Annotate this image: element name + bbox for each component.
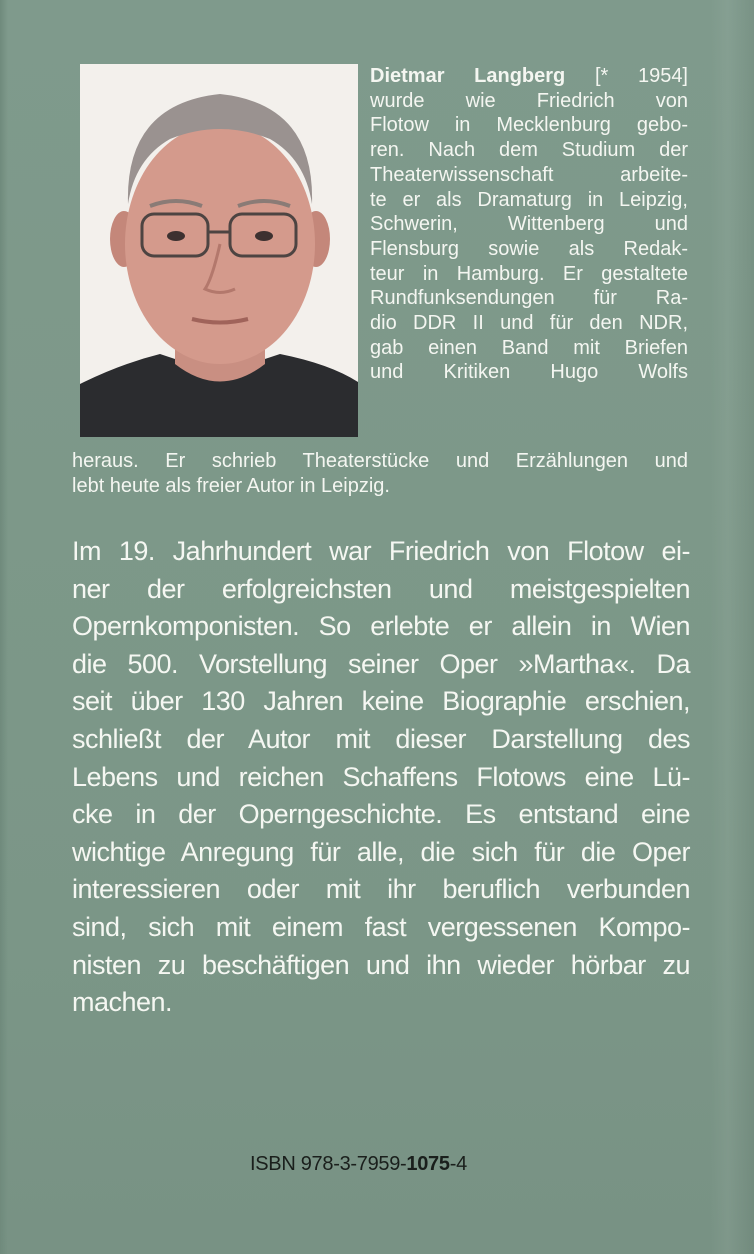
spine-edge — [0, 0, 8, 1254]
author-name: Dietmar Langberg — [370, 65, 566, 87]
blurb-line: Opernkomponisten. So erlebte er allein in Wien — [72, 611, 690, 642]
author-bio-continued — [72, 449, 688, 498]
bio-line: dio DDR II und für den NDR, — [370, 312, 688, 335]
blurb-line: sind, sich mit einem fast vergessenen Kompo- — [72, 911, 690, 942]
bio-first-line — [370, 64, 688, 89]
blurb-line: wichtige Anregung für alle, die sich für die Oper — [72, 836, 690, 867]
blurb-line: Lebens und reichen Schaffens Flotows eine Lü- — [72, 761, 690, 792]
blurb-line: machen. — [72, 987, 173, 1018]
blurb-line: die 500. Vorstellung seiner Oper »Martha«. Da — [72, 648, 690, 679]
bio-line: wurde wie Friedrich von — [370, 89, 688, 112]
bio-line: Schwerin, Wittenberg und — [370, 213, 688, 236]
bio-line: heraus. Er schrieb Theaterstücke und Erzählungen und — [72, 450, 688, 472]
bio-line: te er als Dramaturg in Leipzig, — [370, 188, 688, 211]
author-photo — [80, 64, 358, 437]
isbn-bold: 1075 — [406, 1153, 450, 1175]
blurb-line: ner der erfolgreichsten und meistgespielten — [72, 573, 690, 604]
bio-line: teur in Hamburg. Er gestaltete — [370, 262, 688, 285]
isbn-prefix: ISBN 978-3-7959- — [250, 1153, 407, 1175]
cover-edge — [710, 0, 754, 1254]
bio-line: Flotow in Mecklenburg gebo- — [370, 114, 688, 137]
bio-line: Rundfunksendungen für Ra- — [370, 287, 688, 310]
bio-line: Flensburg sowie als Redak- — [370, 237, 688, 260]
bio-line: und Kritiken Hugo Wolfs — [370, 361, 688, 384]
bio-line: gab einen Band mit Briefen — [370, 336, 688, 359]
bio-line: lebt heute als freier Autor in Leipzig. — [72, 474, 390, 497]
blurb-line: nisten zu beschäftigen und ihn wieder hörbar zu — [72, 949, 690, 980]
blurb-line: seit über 130 Jahren keine Biographie erschien, — [72, 686, 690, 717]
bio-line: ren. Nach dem Studium der — [370, 139, 688, 162]
blurb-line: cke in der Operngeschichte. Es entstand eine — [72, 799, 690, 830]
blurb-line: interessieren oder mit ihr beruflich verbunden — [72, 874, 690, 905]
author-bio — [370, 64, 688, 385]
author-birth: [* 1954] — [594, 65, 688, 87]
book-blurb — [72, 533, 690, 1022]
isbn-suffix: -4 — [449, 1153, 467, 1175]
isbn-number — [250, 1153, 510, 1176]
bio-line: Theaterwissenschaft arbeite- — [370, 163, 688, 186]
blurb-line: Im 19. Jahrhundert war Friedrich von Flotow ei- — [72, 536, 690, 566]
blurb-line: schließt der Autor mit dieser Darstellung des — [72, 723, 690, 754]
